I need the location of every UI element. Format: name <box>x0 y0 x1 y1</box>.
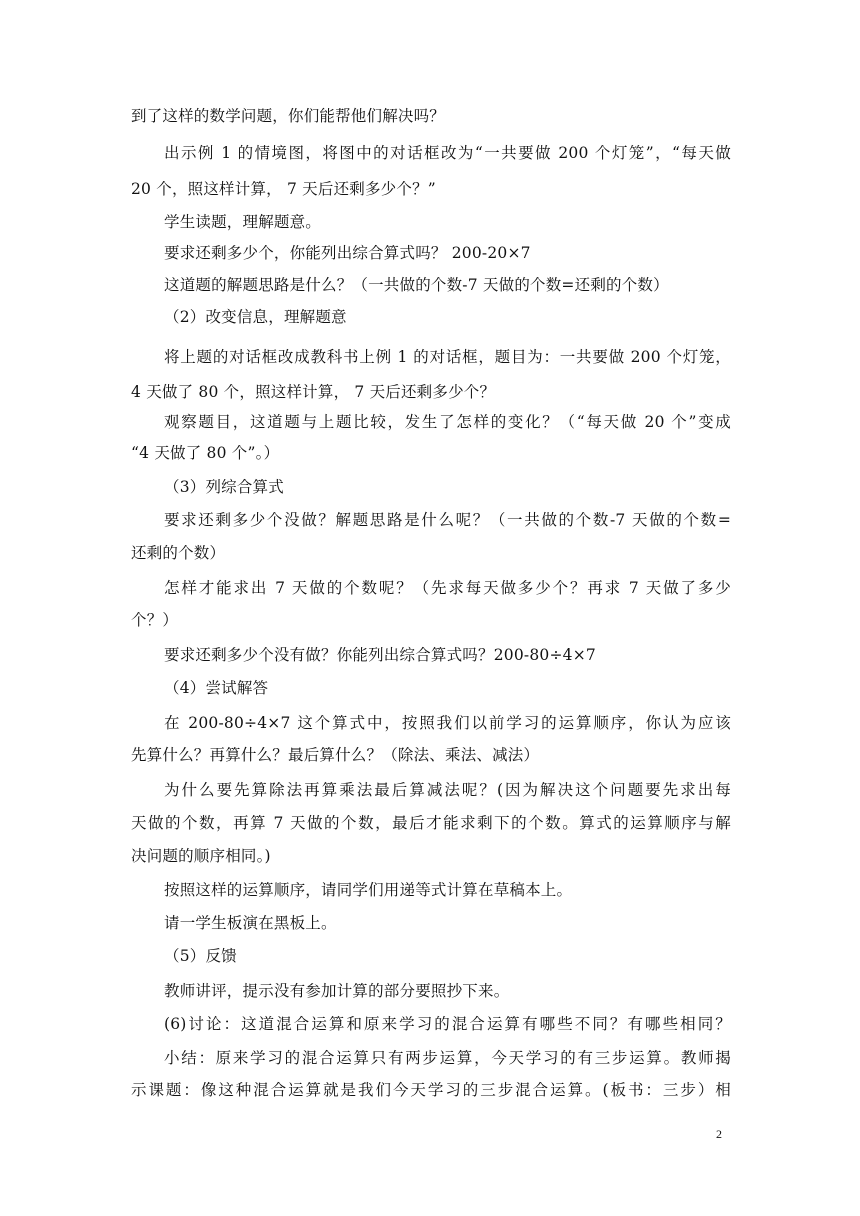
text-line: 请一学生板演在黑板上。 <box>164 914 337 932</box>
section-heading: （3）列综合算式 <box>164 478 284 496</box>
text-line: 观察题目，这道题与上题比较，发生了怎样的变化？（“每天做 20 个”变成 <box>164 413 731 431</box>
page-number: 2 <box>716 1127 722 1141</box>
text-line: 示课题：像这种混合运算就是我们今天学习的三步混合运算。(板书：三步）相 <box>131 1081 731 1099</box>
text-line: 怎样才能求出 7 天做的个数呢？（先求每天做多少个？再求 7 天做了多少 <box>164 579 731 597</box>
text-line: 个？） <box>131 611 179 629</box>
text-line: 4 天做了 80 个，照这样计算， 7 天后还剩多少个？ <box>131 383 496 401</box>
text-line: 先算什么？再算什么？最后算什么？（除法、乘法、减法） <box>131 746 540 764</box>
text-line: 这道题的解题思路是什么？（一共做的个数-7 天做的个数=还剩的个数） <box>164 276 669 294</box>
text-line: 教师讲评，提示没有参加计算的部分要照抄下来。 <box>164 982 510 1000</box>
section-heading: （5）反馈 <box>164 947 237 965</box>
text-line: 出示例 1 的情境图，将图中的对话框改为“一共要做 200 个灯笼”，“每天做 <box>164 144 731 162</box>
text-line: 要求还剩多少个，你能列出综合算式吗？ 200-20×7 <box>164 244 531 262</box>
text-line: 要求还剩多少个没做？解题思路是什么呢？（一共做的个数-7 天做的个数= <box>164 511 731 529</box>
text-line: 小结：原来学习的混合运算只有两步运算，今天学习的有三步运算。教师揭 <box>164 1049 731 1067</box>
text-line: 还剩的个数） <box>131 544 226 562</box>
text-line: 在 200-80÷4×7 这个算式中，按照我们以前学习的运算顺序，你认为应该 <box>164 714 731 732</box>
text-line: 按照这样的运算顺序，请同学们用递等式计算在草稿本上。 <box>164 881 573 899</box>
section-heading: （2）改变信息，理解题意 <box>164 308 347 326</box>
text-line: 决问题的顺序相同。) <box>131 847 271 865</box>
text-line: 学生读题，理解题意。 <box>164 213 322 231</box>
text-line: 为什么要先算除法再算乘法最后算减法呢？(因为解决这个问题要先求出每 <box>164 781 731 799</box>
text-line: 20 个，照这样计算， 7 天后还剩多少个？” <box>131 180 436 198</box>
section-heading: （4）尝试解答 <box>164 679 269 697</box>
text-line: “4 天做了 80 个”。） <box>131 444 280 462</box>
text-line: 要求还剩多少个没有做？你能列出综合算式吗？200-80÷4×7 <box>164 646 596 664</box>
text-line: (6)讨论：这道混合运算和原来学习的混合运算有哪些不同？有哪些相同？ <box>164 1015 731 1033</box>
text-line: 天做的个数，再算 7 天做的个数，最后才能求剩下的个数。算式的运算顺序与解 <box>131 814 731 832</box>
text-line: 到了这样的数学问题，你们能帮他们解决吗？ <box>131 107 446 125</box>
text-line: 将上题的对话框改成教科书上例 1 的对话框，题目为：一共要做 200 个灯笼， <box>164 348 731 366</box>
